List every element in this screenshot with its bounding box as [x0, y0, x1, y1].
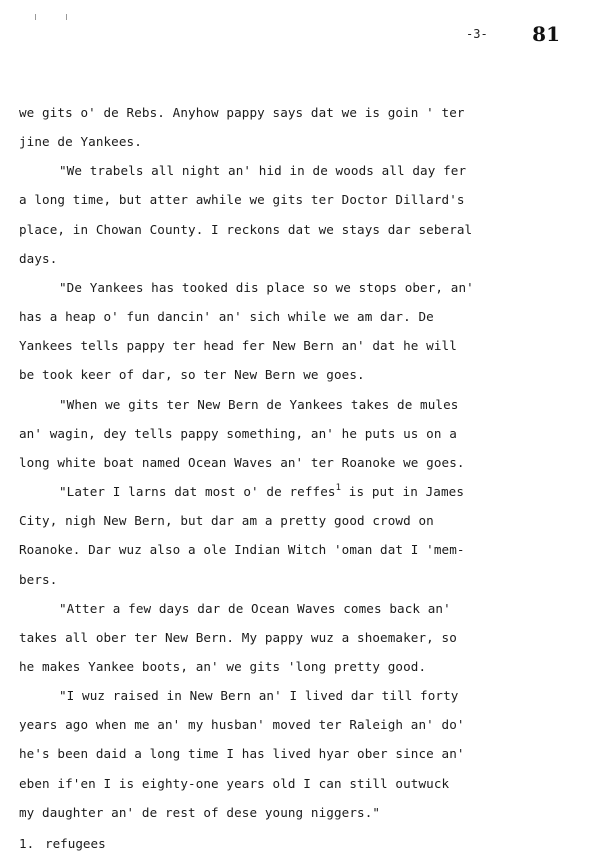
- paragraph-start-line: "I wuz raised in New Bern an' I lived dar till forty: [59, 688, 459, 704]
- text-line: a long time, but atter awhile we gits ter Doctor Dillard's: [19, 192, 465, 208]
- scan-speck: [66, 14, 67, 20]
- text-segment: is put in James: [341, 484, 465, 500]
- paragraph-start-line: "We trabels all night an' hid in de woods all day fer: [59, 163, 467, 179]
- footnote-marker: 1: [335, 483, 342, 494]
- sub-page-number: -3-: [466, 27, 488, 41]
- text-line: bers.: [19, 571, 58, 587]
- text-line: City, nigh New Bern, but dar am a pretty good crowd on: [19, 513, 434, 529]
- page-number: 81: [532, 22, 560, 46]
- text-line: days.: [19, 250, 58, 266]
- text-line: years ago when me an' my husban' moved ter Raleigh an' do': [19, 717, 465, 733]
- paragraph-start-line: "When we gits ter New Bern de Yankees takes de mules: [59, 396, 459, 412]
- footnote-text: refugees: [45, 836, 106, 851]
- text-line: jine de Yankees.: [19, 134, 142, 150]
- text-line: has a heap o' fun dancin' an' sich while we am dar. De: [19, 309, 434, 325]
- text-line: my daughter an' de rest of dese young niggers.": [19, 804, 381, 820]
- text-line: Yankees tells pappy ter head fer New Bern an' dat he will: [19, 338, 457, 354]
- text-line: place, in Chowan County. I reckons dat we stays dar seberal: [19, 221, 473, 237]
- paragraph-start-line: [19, 477, 539, 506]
- paragraph-start-line: "De Yankees has tooked dis place so we stops ober, an': [59, 279, 474, 295]
- text-segment: "Later I larns dat most o' de reffes: [59, 484, 336, 500]
- text-line: long white boat named Ocean Waves an' ter Roanoke we goes.: [19, 454, 465, 470]
- text-line: be took keer of dar, so ter New Bern we goes.: [19, 367, 365, 383]
- paragraph-start-line: "Atter a few days dar de Ocean Waves comes back an': [59, 600, 451, 616]
- scan-speck: [35, 14, 36, 20]
- text-line: he makes Yankee boots, an' we gits 'long pretty good.: [19, 658, 427, 674]
- text-line: eben if'en I is eighty-one years old I can still outwuck: [19, 775, 450, 791]
- text-line: an' wagin, dey tells pappy something, an' he puts us on a: [19, 425, 457, 441]
- text-line: we gits o' de Rebs. Anyhow pappy says dat we is goin ' ter: [19, 105, 465, 120]
- text-line: Roanoke. Dar wuz also a ole Indian Witch 'oman dat I 'mem-: [19, 542, 465, 558]
- text-line: takes all ober ter New Bern. My pappy wuz a shoemaker, so: [19, 629, 457, 645]
- footnote-label: 1.: [19, 836, 35, 851]
- footnote: [19, 836, 106, 851]
- text-line: he's been daid a long time I has lived hyar ober since an': [19, 746, 465, 762]
- transcript-body: [19, 98, 539, 827]
